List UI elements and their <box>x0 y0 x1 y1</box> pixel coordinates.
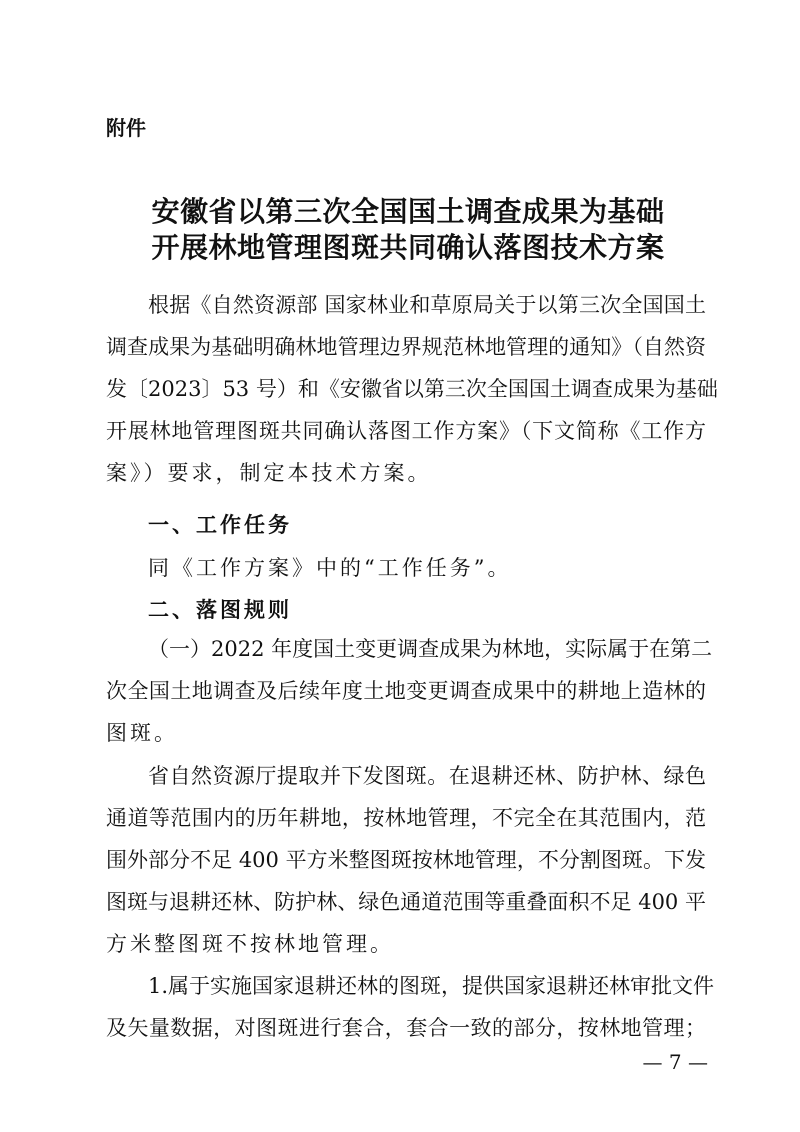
paragraph-line: 省自然资源厅提取并下发图斑。在退耕还林、防护林、绿色 <box>148 764 706 788</box>
paragraph-line: 调查成果为基础明确林地管理边界规范林地管理的通知》（自然资 <box>106 335 706 359</box>
section-heading: 一、工作任务 <box>148 513 292 537</box>
paragraph-line: 图斑。 <box>106 721 178 745</box>
paragraph-line: 案》）要求，制定本技术方案。 <box>106 461 432 485</box>
document-title-line-1: 安徽省以第三次全国国土调查成果为基础 <box>151 195 665 228</box>
paragraph-line: 通道等范围内的历年耕地，按林地管理，不完全在其范围内，范 <box>106 806 706 830</box>
paragraph-line: 及矢量数据，对图斑进行套合，套合一致的部分，按林地管理； <box>106 1016 706 1040</box>
section-heading: 二、落图规则 <box>148 598 292 622</box>
paragraph-line: 图斑与退耕还林、防护林、绿色通道范围等重叠面积不足 400 平 <box>106 890 706 914</box>
paragraph-line: 方米整图斑不按林地管理。 <box>106 932 394 956</box>
paragraph-line: 围外部分不足 400 平方米整图斑按林地管理，不分割图斑。下发 <box>106 848 706 872</box>
paragraph-line: 同《工作方案》中的“工作任务”。 <box>148 556 512 580</box>
paragraph-line: 开展林地管理图斑共同确认落图工作方案》（下文简称《工作方 <box>106 419 706 443</box>
paragraph-line: 根据《自然资源部 国家林业和草原局关于以第三次全国国土 <box>148 293 706 317</box>
paragraph-line: （一）2022 年度国土变更调查成果为林地，实际属于在第二 <box>148 637 713 661</box>
paragraph-line: 次全国土地调查及后续年度土地变更调查成果中的耕地上造林的 <box>106 679 706 703</box>
paragraph-line: 1.属于实施国家退耕还林的图斑，提供国家退耕还林审批文件 <box>148 974 715 998</box>
document-title-line-2: 开展林地管理图斑共同确认落图技术方案 <box>151 231 665 264</box>
page-number: — 7 — <box>642 1050 708 1074</box>
attachment-label: 附件 <box>106 116 146 140</box>
paragraph-line: 发〔2023〕53 号）和《安徽省以第三次全国国土调查成果为基础 <box>106 377 718 401</box>
